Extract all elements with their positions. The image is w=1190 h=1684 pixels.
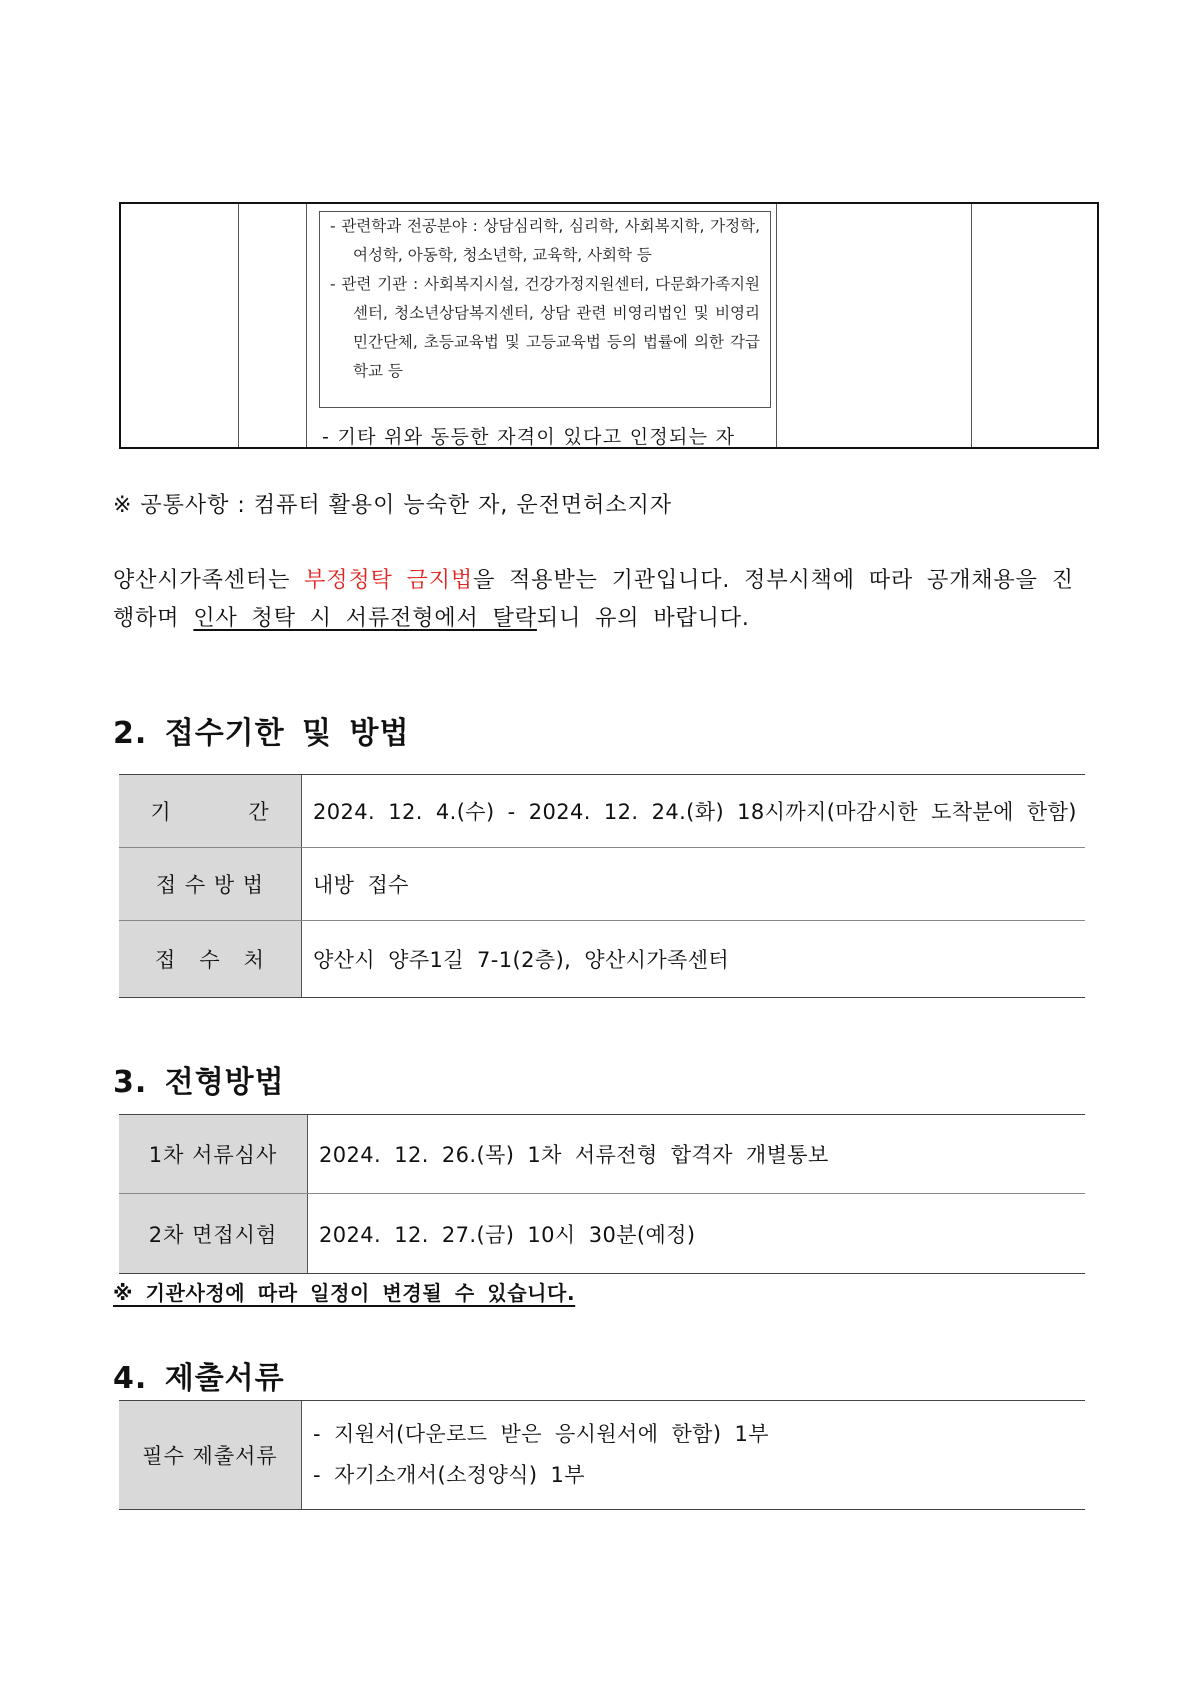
table-row xyxy=(119,775,1085,848)
list-item: - 지원서(다운로드 받은 응시원서에 한함) 1부 xyxy=(313,1422,769,1446)
selection-table xyxy=(119,1114,1085,1274)
application-table xyxy=(119,774,1085,998)
row-label: 접 수 방 법 xyxy=(119,848,302,920)
equivalent-qualification-text: - 기타 위와 동등한 자격이 있다고 인정되는 자 xyxy=(322,426,736,448)
common-requirements-note: ※ 공통사항 : 컴퓨터 활용이 능숙한 자, 운전면허소지자 xyxy=(113,493,673,518)
table-divider xyxy=(306,204,307,447)
qualification-detail-box xyxy=(319,211,771,408)
row-label: 1차 서류심사 xyxy=(119,1115,308,1193)
table-row xyxy=(119,848,1085,921)
table-row xyxy=(119,921,1085,997)
related-majors-text: - 관련학과 전공분야 : 상담심리학, 심리학, 사회복지학, 가정학, 여성학, 아동학, 청소년학, 교육학, 사회학 등 xyxy=(330,217,760,264)
table-row xyxy=(119,1194,1085,1273)
row-value: 2024. 12. 26.(목) 1차 서류전형 합격자 개별통보 xyxy=(319,1143,829,1167)
notice-text: 을 적용받는 기관입니다. 정부시책에 따라 공개채용을 진행하며 xyxy=(113,568,1074,631)
table-divider xyxy=(776,204,777,447)
list-item: - 자기소개서(소정양식) 1부 xyxy=(313,1463,585,1487)
notice-underlined: 인사 청탁 시 서류전형에서 탈락 xyxy=(193,606,537,631)
row-value: 2024. 12. 4.(수) - 2024. 12. 24.(화) 18시까지(마감시한 도착분에 한함) xyxy=(313,800,1077,824)
schedule-change-note: ※ 기관사정에 따라 일정이 변경될 수 있습니다. xyxy=(113,1281,576,1305)
table-row xyxy=(119,1401,1085,1509)
row-label: 2차 면접시험 xyxy=(119,1194,308,1273)
notice-text: 되니 유의 바랍니다. xyxy=(536,606,750,631)
notice-text: 양산시가족센터는 xyxy=(113,568,305,593)
documents-table xyxy=(119,1400,1085,1510)
table-divider xyxy=(971,204,972,447)
section-3-title: 3. 전형방법 xyxy=(113,1065,285,1100)
anti-graft-notice xyxy=(113,562,1088,638)
row-value: 양산시 양주1길 7-1(2층), 양산시가족센터 xyxy=(313,948,730,972)
row-label: 접 수 처 xyxy=(119,921,302,997)
row-value: 내방 접수 xyxy=(313,873,409,897)
row-value: 2024. 12. 27.(금) 10시 30분(예정) xyxy=(319,1222,696,1247)
row-label: 기 간 xyxy=(119,775,302,847)
table-divider xyxy=(238,204,239,447)
table-row xyxy=(119,1115,1085,1194)
row-label: 필수 제출서류 xyxy=(119,1401,302,1509)
section-4-title: 4. 제출서류 xyxy=(113,1361,285,1396)
related-institutions-text: - 관련 기관 : 사회복지시설, 건강가정지원센터, 다문화가족지원센터, 청소년상담복지센터, 상담 관련 비영리법인 및 비영리민간단체, 초등교육법 및 고등교육법 등의 법률에 의한 각급 학교 등 xyxy=(330,275,760,380)
documents-list xyxy=(302,1401,769,1509)
notice-highlight: 부정청탁 금지법 xyxy=(304,568,474,593)
section-2-title: 2. 접수기한 및 방법 xyxy=(113,716,410,751)
